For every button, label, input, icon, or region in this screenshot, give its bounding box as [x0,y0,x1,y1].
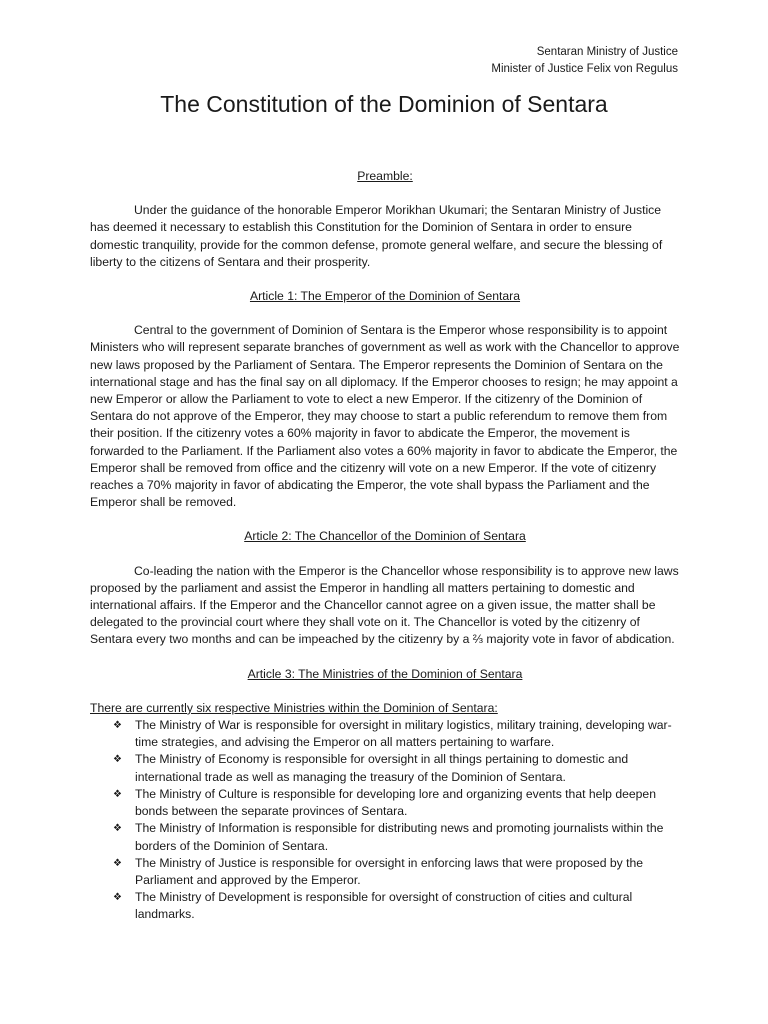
diamond-bullet-icon: ❖ [113,754,122,766]
list-item [113,889,680,923]
ministries-list [90,717,680,923]
article1-heading: Article 1: The Emperor of the Dominion of Sentara [249,289,521,304]
document-body [90,168,680,924]
header-minister: Minister of Justice Felix von Regulus [491,63,678,75]
list-item-text: The Ministry of War is responsible for oversight in military logistics, military training, developing war-time strategies, and advising the Emperor on all matters pertaining to warfare. [135,718,672,750]
diamond-bullet-icon: ❖ [113,823,122,835]
list-item-text: The Ministry of Culture is responsible for developing lore and organizing events that help deepen bonds between the separate provinces of Sentara. [135,786,656,819]
article2-heading: Article 2: The Chancellor of the Dominion of Sentara [244,529,526,544]
preamble-text: Under the guidance of the honorable Emperor Morikhan Ukumari; the Sentaran Ministry of Justice has deemed it necessary to establish this Constitution for the Dominion of Sentara in order to ensure domestic tranquility, provide for the common defense, promote general welfare, and secure the blessing of liberty to the citizens of Sentara and their prosperity. [90,203,663,269]
article1-text: Central to the government of Dominion of Sentara is the Emperor whose responsibility is to appoint Ministers who will represent separate branches of government as well as work with the Chancellor to approve new laws proposed by the Parliament of Sentara. The Emperor represents the Dominion of Sentara on the international stage and has the final say on all diplomacy. If the Emperor chooses to resign; he may appoint a new Emperor or allow the Parliament to vote to elect a new Emperor. If the citizenry of the Dominion of Sentara do not approve of the Emperor, they may choose to start a public referendum to remove them from their position. If the citizenry votes a 60% majority in favor to abdicate the Emperor, the movement is forwarded to the Parliament. If the Parliament also votes a 60% majority in favor to abdicate the Emperor, the Emperor shall be removed from office and the citizenry will vote on a new Emperor. If the vote of citizenry reaches a 70% majority in favor of abdicating the Emperor, the vote shall bypass the Parliament and the Emperor shall be removed. [90,323,680,510]
list-item [113,751,680,785]
article3-intro: There are currently six respective Ministries within the Dominion of Sentara: [90,700,498,715]
diamond-bullet-icon: ❖ [113,788,122,800]
diamond-bullet-icon: ❖ [113,892,122,904]
list-item-text: The Ministry of Justice is responsible for oversight in enforcing laws that were proposed by the Parliament and approved by the Emperor. [135,855,644,887]
article3-heading: Article 3: The Ministries of the Dominion of Sentara [247,666,523,681]
list-item [113,855,680,889]
diamond-bullet-icon: ❖ [113,857,122,869]
list-item [113,717,680,751]
document-title: The Constitution of the Dominion of Sentara [160,91,608,117]
list-item [113,786,680,820]
list-item-text: The Ministry of Development is responsible for oversight of construction of cities and cultural landmarks. [135,890,633,922]
header-ministry: Sentaran Ministry of Justice [536,46,678,58]
list-item [113,820,680,854]
preamble-heading: Preamble: [357,169,413,183]
list-item-text: The Ministry of Economy is responsible for oversight in all things pertaining to domestic and international trade as well as managing the treasury of the Dominion of Sentara. [135,752,629,784]
article2-text: Co-leading the nation with the Emperor is the Chancellor whose responsibility is to approve new laws proposed by the parliament and assist the Emperor in handling all matters pertaining to domestic and international affairs. If the Emperor and the Chancellor cannot agree on a given issue, the matter shall be delegated to the provincial court where they shall vote on it. The Chancellor is voted by the citizenry of Sentara every two months and can be impeached by the citizenry by a ⅔ majority vote in favor of abdication. [90,563,679,647]
document-header [491,44,678,78]
diamond-bullet-icon: ❖ [113,720,122,732]
list-item-text: The Ministry of Information is responsible for distributing news and promoting journalists within the borders of the Dominion of Sentara. [135,821,664,853]
